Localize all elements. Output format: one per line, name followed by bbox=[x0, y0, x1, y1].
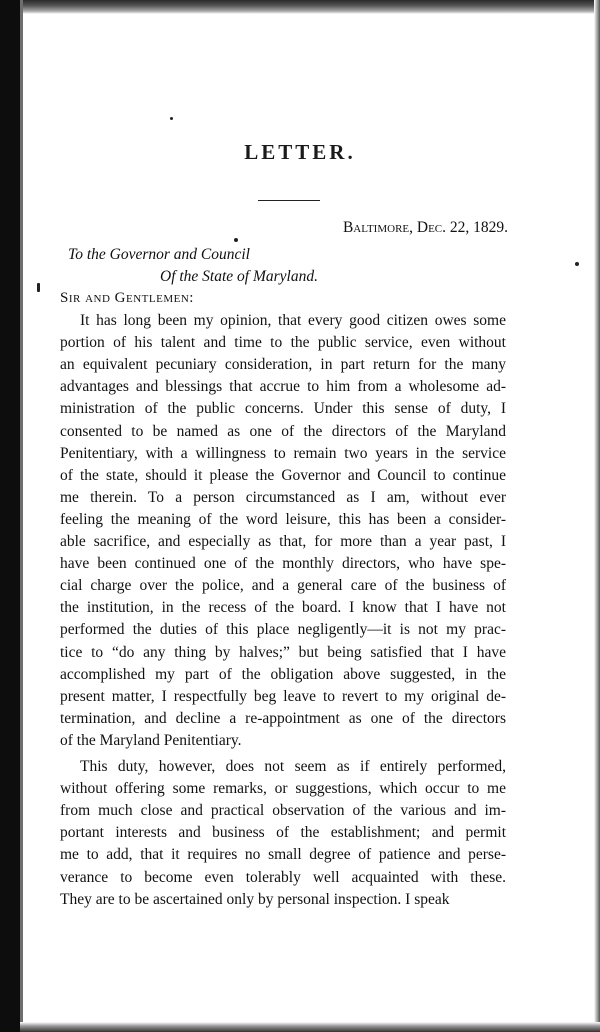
salutation-text: Sir and Gentlemen: bbox=[60, 290, 194, 306]
text-line: accomplished my part of the obligation above suggested, in the bbox=[60, 665, 506, 683]
text-line: ministration of the public concerns. Under this sense of duty, I bbox=[60, 400, 506, 418]
text-line: have been continued one of the monthly directors, who have spe- bbox=[60, 555, 506, 573]
ink-speck bbox=[234, 238, 238, 242]
text-line: verance to become even tolerably well acquainted with these. bbox=[60, 868, 506, 886]
text-line: of the Maryland Penitentiary. bbox=[60, 731, 242, 749]
title-rule bbox=[258, 200, 320, 201]
text-line: cial charge over the police, and a general care of the business of bbox=[60, 577, 506, 595]
text-line: able sacrifice, and especially as that, for more than a year past, I bbox=[60, 533, 506, 550]
text-line: an equivalent pecuniary consideration, in part return for the many bbox=[60, 356, 506, 374]
text-line: feeling the meaning of the word leisure, this has been a consider- bbox=[60, 510, 506, 528]
text-line: from much close and practical observation of the various and im- bbox=[60, 802, 506, 820]
text-line: advantages and blessings that accrue to him from a wholesome ad- bbox=[60, 378, 506, 396]
ink-speck bbox=[575, 262, 579, 266]
text-line: Penitentiary, with a willingness to remain two years in the service bbox=[60, 444, 506, 462]
addressee-line-1: To the Governor and Council bbox=[68, 246, 250, 263]
text-line: performed the duties of this place negligently—it is not my prac- bbox=[60, 621, 506, 639]
text-line: portion of his talent and time to the public service, even without bbox=[60, 334, 506, 352]
text-line: consented to be named as one of the directors of the Maryland bbox=[60, 422, 506, 440]
text-line: without offering some remarks, or suggestions, which occur to me bbox=[60, 780, 506, 798]
dateline-text: Baltimore, Dec. 22, 1829. bbox=[342, 219, 508, 236]
ink-speck bbox=[170, 117, 173, 120]
scan-top-edge bbox=[20, 0, 600, 14]
scan-bottom-edge bbox=[20, 1022, 600, 1032]
text-line: termination, and decline a re-appointment as one of the directors bbox=[60, 709, 506, 727]
text-line: me therein. To a person circumstanced as I am, without ever bbox=[60, 488, 506, 506]
text-line: It has long been my opinion, that every good citizen owes some bbox=[80, 312, 506, 329]
addressee-line-2: Of the State of Maryland. bbox=[160, 268, 318, 285]
salutation bbox=[60, 290, 194, 307]
text-line: me to add, that it requires no small degree of patience and perse- bbox=[60, 846, 506, 864]
text-line: They are to be ascertained only by personal inspection. I speak bbox=[60, 890, 450, 908]
text-line: tice to “do any thing by halves;” but being satisfied that I have bbox=[60, 643, 506, 661]
text-line: the institution, in the recess of the board. I know that I have not bbox=[60, 599, 506, 617]
text-line: This duty, however, does not seem as if entirely performed, bbox=[80, 758, 506, 775]
dateline bbox=[343, 219, 508, 237]
text-line: of the state, should it please the Governor and Council to continue bbox=[60, 466, 506, 484]
text-line: portant interests and business of the establishment; and permit bbox=[60, 824, 506, 842]
text-line: present matter, I respectfully beg leave to revert to my original de- bbox=[60, 687, 506, 705]
ink-speck bbox=[37, 283, 40, 292]
page-title: LETTER. bbox=[244, 140, 356, 164]
